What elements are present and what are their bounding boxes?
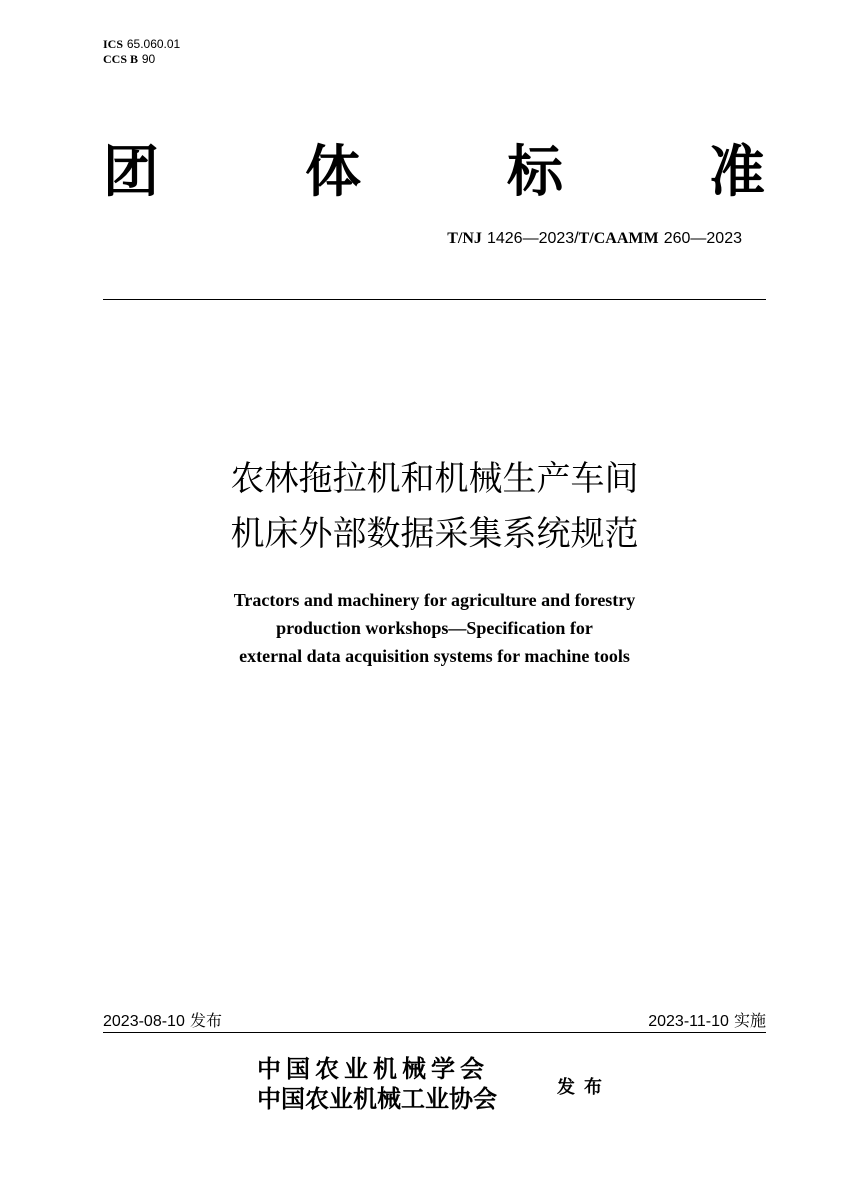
chinese-title bbox=[103, 452, 766, 562]
ics-code bbox=[103, 37, 180, 52]
standard-number-2: 260—2023 bbox=[663, 230, 742, 247]
heading-char-1: 团 bbox=[103, 140, 159, 205]
header-divider bbox=[103, 299, 766, 300]
english-title-line-3: external data acquisition systems for machine tools bbox=[239, 646, 630, 666]
ics-value: 65.060.01 bbox=[126, 37, 181, 51]
standard-number-1: 1426—2023/ bbox=[486, 230, 579, 247]
chinese-title-line-2: 机床外部数据采集系统规范 bbox=[230, 514, 639, 554]
heading-char-4: 准 bbox=[709, 140, 765, 205]
publish-label: 发布 bbox=[557, 1077, 611, 1098]
ccs-label: CCS B bbox=[103, 52, 139, 66]
implementation-date bbox=[648, 1010, 766, 1033]
issue-date-value: 2023-08-10 bbox=[103, 1013, 185, 1030]
issue-date-word: 发布 bbox=[189, 1011, 222, 1030]
issue-date bbox=[103, 1010, 222, 1033]
heading-char-3: 标 bbox=[507, 140, 563, 205]
implementation-date-word: 实施 bbox=[733, 1011, 766, 1030]
heading-char-2: 体 bbox=[305, 140, 361, 205]
english-title bbox=[103, 586, 766, 670]
english-title-line-2: production workshops—Specification for bbox=[276, 618, 593, 638]
english-title-line-1: Tractors and machinery for agriculture and forestry bbox=[233, 590, 636, 610]
chinese-title-line-1: 农林拖拉机和机械生产车间 bbox=[230, 459, 639, 499]
classification-codes bbox=[103, 37, 180, 67]
publisher-1: 中国农业机械学会 bbox=[257, 1055, 489, 1083]
ccs-value: 90 bbox=[141, 52, 156, 66]
publisher-2: 中国农业机械工业协会 bbox=[257, 1085, 497, 1113]
standard-prefix-2: T/CAAMM bbox=[578, 230, 659, 247]
standard-number bbox=[447, 228, 742, 248]
publisher-list bbox=[257, 1054, 497, 1114]
ccs-code bbox=[103, 52, 180, 67]
standard-prefix-1: T/NJ bbox=[447, 230, 482, 247]
ics-label: ICS bbox=[103, 37, 124, 51]
date-row bbox=[103, 1010, 766, 1033]
document-type-heading bbox=[103, 138, 765, 208]
implementation-date-value: 2023-11-10 bbox=[648, 1013, 729, 1030]
